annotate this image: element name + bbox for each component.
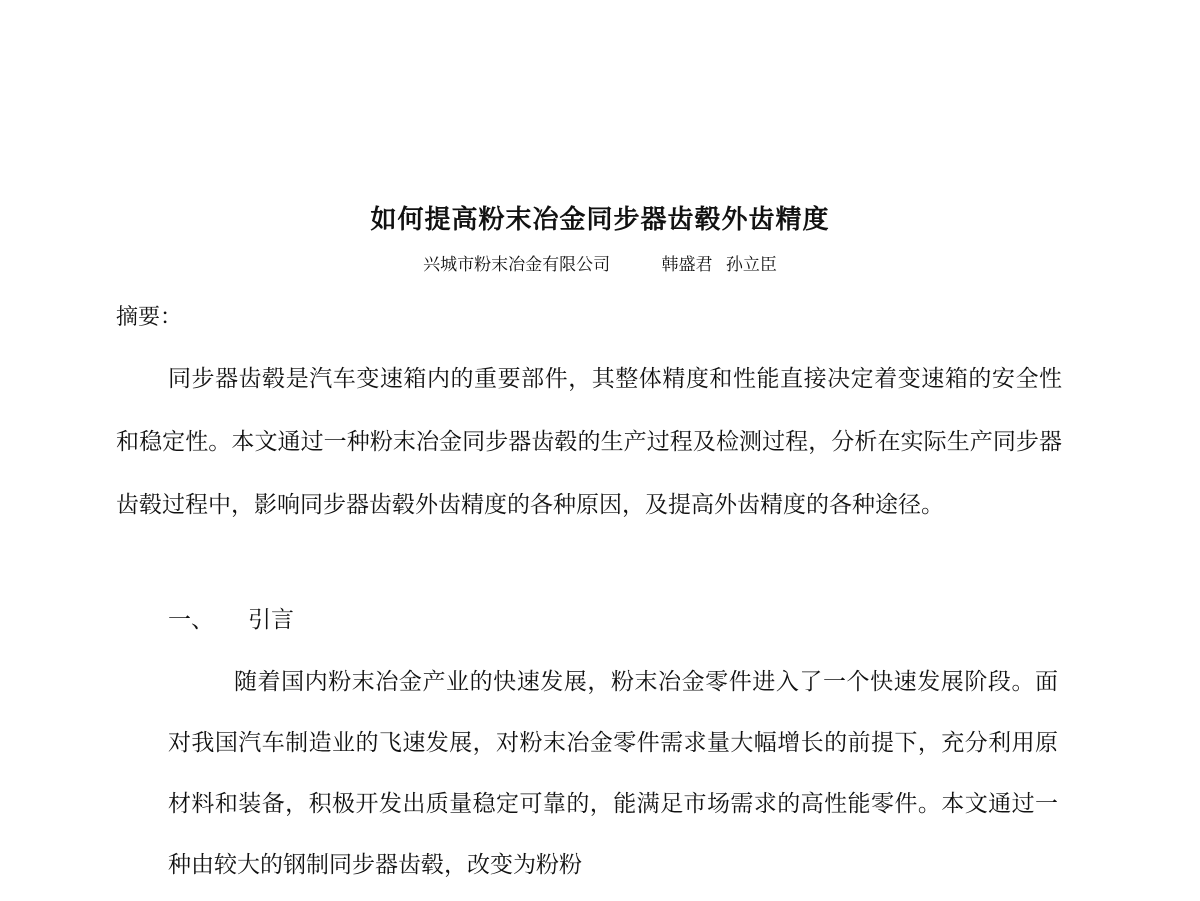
author-name: 韩盛君 xyxy=(661,255,713,275)
section-number: 一、 xyxy=(168,607,214,633)
section-heading xyxy=(168,597,294,643)
author-name: 孙立臣 xyxy=(725,255,777,275)
author-line xyxy=(0,247,1200,283)
author-organization: 兴城市粉末冶金有限公司 xyxy=(423,255,611,275)
abstract-heading: 摘要： xyxy=(116,305,183,330)
section-paragraph: 随着国内粉末冶金产业的快速发展，粉末冶金零件进入了一个快速发展阶段。面对我国汽车制造业的飞速发展，对粉末冶金零件需求量大幅增长的前提下，充分利用原材料和装备，积极开发出质量稳定可靠的，能满足市场需求的高性能零件。本文通过一种由较大的钢制同步器齿毂，改变为粉粉 xyxy=(168,669,1058,878)
paper-title: 如何提高粉末冶金同步器齿毂外齿精度 xyxy=(370,205,830,235)
section-title: 引言 xyxy=(248,607,294,633)
abstract-paragraph: 同步器齿毂是汽车变速箱内的重要部件，其整体精度和性能直接决定着变速箱的安全性和稳定性。本文通过一种粉末冶金同步器齿毂的生产过程及检测过程，分析在实际生产同步器齿毂过程中，影响同步器齿毂外齿精度的各种原因，及提高外齿精度的各种途径。 xyxy=(116,366,1062,518)
